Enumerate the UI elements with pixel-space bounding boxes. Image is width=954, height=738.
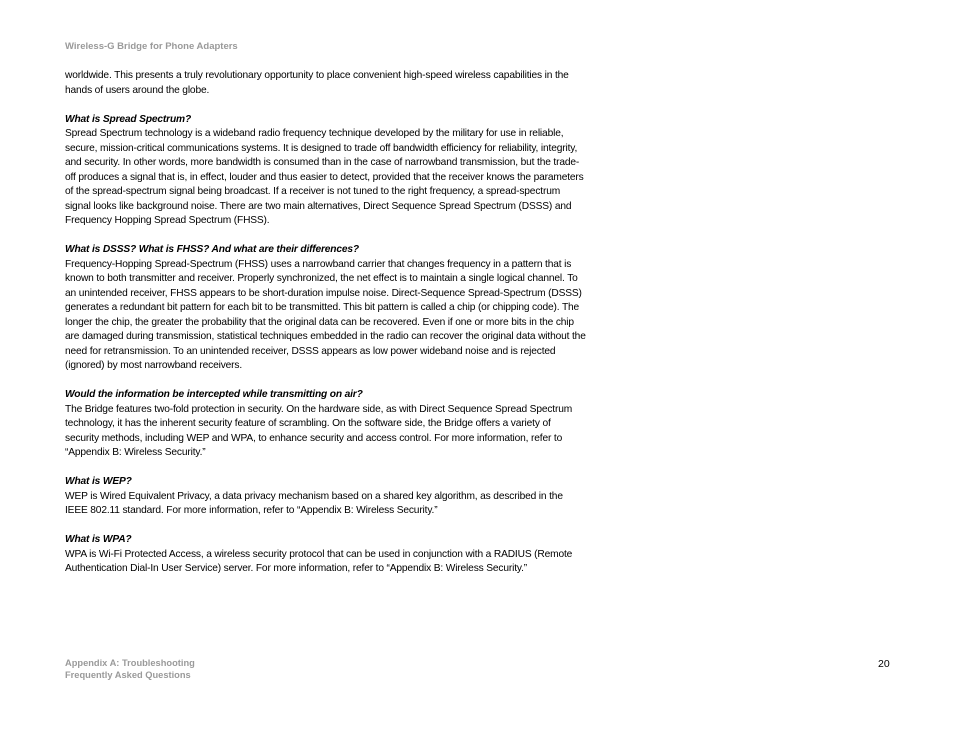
footer-section: Frequently Asked Questions: [65, 670, 191, 680]
footer-chapter: Appendix A: Troubleshooting: [65, 658, 195, 668]
question-wep: What is WEP?: [65, 476, 132, 487]
answer-spread-spectrum: Spread Spectrum technology is a wideband radio frequency technique developed by the military for use in reliable, secure, mission-critical communications systems. It is designed to trade off bandwidth efficiency for reliability, integrity, and security. In other words, more bandwidth is consumed than in the case of narrowband transmission, but the trade-off produces a signal that is, in effect, louder and thus easier to detect, provided that the receiver knows the parameters of the spread-spectrum signal being broadcast. If a receiver is not tuned to the right frequency, a spread-spectrum signal looks like background noise. There are two main alternatives, Direct Sequence Spread Spectrum (DSSS) and Frequency Hopping Spread Spectrum (FHSS).: [65, 128, 584, 226]
document-body: [65, 69, 587, 577]
answer-wpa: WPA is Wi-Fi Protected Access, a wireless security protocol that can be used in conjunction with a RADIUS (Remote Authentication Dial-In User Service) server. For more information, refer to “Appendix B: Wireless Security.”: [65, 548, 573, 574]
question-spread-spectrum: What is Spread Spectrum?: [65, 113, 192, 125]
paragraph-gap: [65, 229, 587, 244]
page-footer: [65, 657, 195, 681]
paragraph-gap: [65, 519, 587, 534]
paragraph-gap: [65, 461, 587, 476]
running-header: Wireless-G Bridge for Phone Adapters: [65, 41, 238, 52]
question-dsss-fhss: What is DSSS? What is FHSS? And what are their differences?: [65, 244, 359, 255]
answer-dsss-fhss: Frequency-Hopping Spread-Spectrum (FHSS) uses a narrowband carrier that changes frequency in a pattern that is known to both transmitter and receiver. Properly synchronized, the net effect is to maintain a single logical channel. To an unintended receiver, FHSS appears to be short-duration impulse noise. Direct-Sequence Spread-Spectrum (DSSS) generates a redundant bit pattern for each bit to be transmitted. This bit pattern is called a chip (or chipping code). The longer the chip, the greater the probability that the original data can be recovered. Even if one or more bits in the chip are damaged during transmission, statistical techniques embedded in the radio can recover the original data without the need for retransmission. To an unintended receiver, DSSS appears as low power wideband noise and is rejected (ignored) by most narrowband receivers.: [65, 258, 586, 371]
intro-paragraph: worldwide. This presents a truly revolutionary opportunity to place convenient high-speed wireless capabilities in the hands of users around the globe.: [65, 70, 569, 96]
paragraph-gap: [65, 374, 587, 389]
question-wpa: What is WPA?: [65, 534, 132, 545]
page-number: 20: [878, 658, 890, 670]
answer-interception: The Bridge features two-fold protection in security. On the hardware side, as with Direct Sequence Spread Spectrum technology, it has the inherent security feature of scrambling. On the software side, the Bridge offers a variety of security methods, including WEP and WPA, to enhance security and access control. For more information, refer to “Appendix B: Wireless Security.”: [65, 403, 573, 458]
answer-wep: WEP is Wired Equivalent Privacy, a data privacy mechanism based on a shared key algorithm, as described in the IEEE 802.11 standard. For more information, refer to “Appendix B: Wireless Security.”: [65, 490, 563, 516]
question-interception: Would the information be intercepted while transmitting on air?: [65, 389, 363, 400]
paragraph-gap: [65, 98, 587, 113]
